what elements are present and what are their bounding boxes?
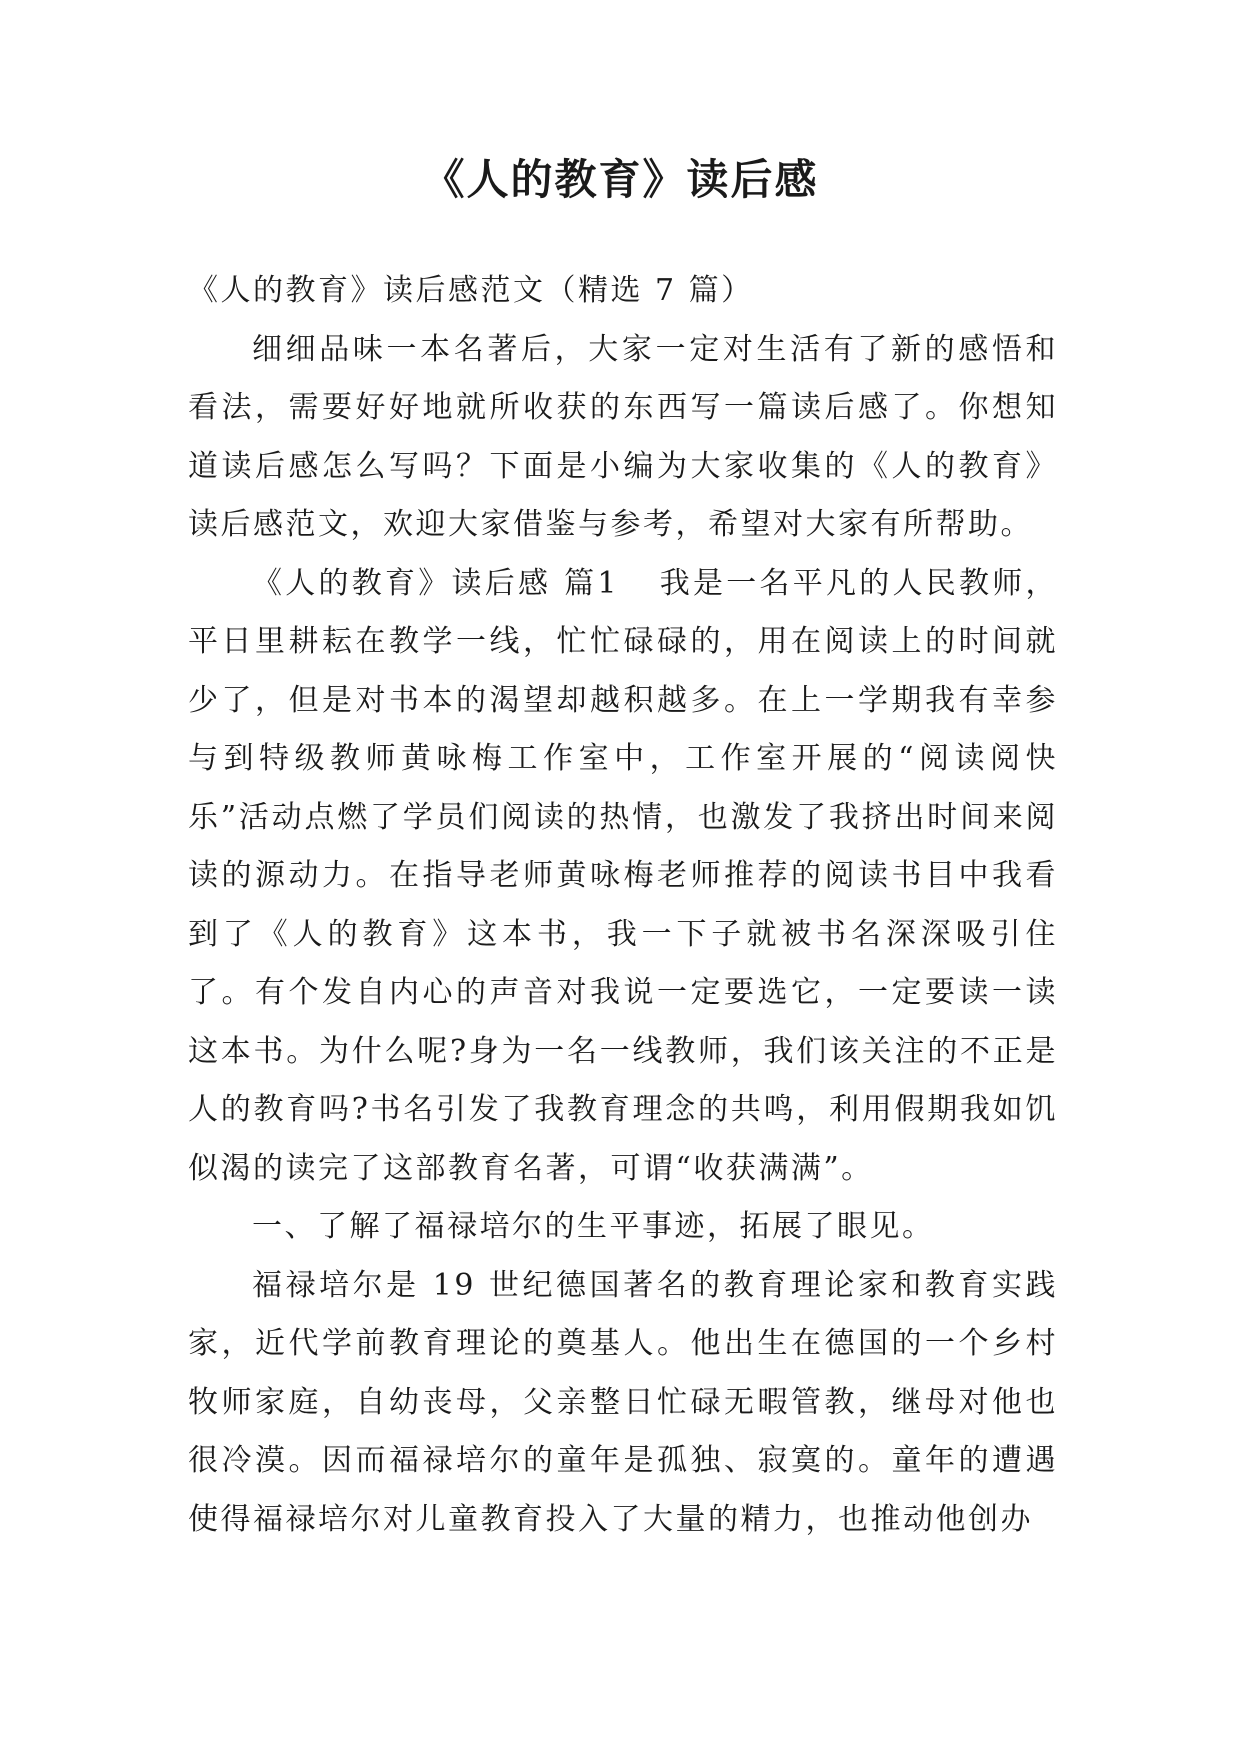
section-body-text: 我是一名平凡的人民教师，平日里耕耘在教学一线，忙忙碌碌的，用在阅读上的时间就少了，但是对书本的渴望却越积越多。在上一学期我有幸参与到特级教师黄咏梅工作室中，工作室开展的“阅读阅快乐”活动点燃了学员们阅读的热情，也激发了我挤出时间来阅读的源动力。在指导老师黄咏梅老师推荐的阅读书目中我看到了《人的教育》这本书，我一下子就被书名深深吸引住了。有个发自内心的声音对我说一定要选它，一定要读一读这本书。为什么呢?身为一名一线教师，我们该关注的不正是人的教育吗?书名引发了我教育理念的共鸣，利用假期我如饥似渴的读完了这部教育名著，可谓“收获满满”。 <box>188 565 1059 1186</box>
intro-paragraph: 细细品味一本名著后，大家一定对生活有了新的感悟和看法，需要好好地就所收获的东西写一篇读后感了。你想知道读后感怎么写吗？下面是小编为大家收集的《人的教育》读后感范文，欢迎大家借鉴与参考，希望对大家有所帮助。 <box>188 331 1058 542</box>
document-subtitle: 《人的教育》读后感范文（精选 7 篇） <box>188 273 754 308</box>
section-heading: 《人的教育》读后感 篇1 <box>252 565 619 601</box>
document-title: 《人的教育》读后感 <box>422 155 819 204</box>
froebel-paragraph: 福禄培尔是 19 世纪德国著名的教育理论家和教育实践家，近代学前教育理论的奠基人。他出生在德国的一个乡村牧师家庭，自幼丧母，父亲整日忙碌无暇管教，继母对他也很冷漠。因而福禄培尔的童年是孤独、寂寞的。童年的遭遇使得福禄培尔对儿童教育投入了大量的精力，也推动他创办 <box>188 1267 1058 1537</box>
document-body <box>188 262 1058 1549</box>
section-paragraph <box>188 555 1058 1199</box>
point-one-heading: 一、了解了福禄培尔的生平事迹，拓展了眼见。 <box>252 1209 935 1244</box>
